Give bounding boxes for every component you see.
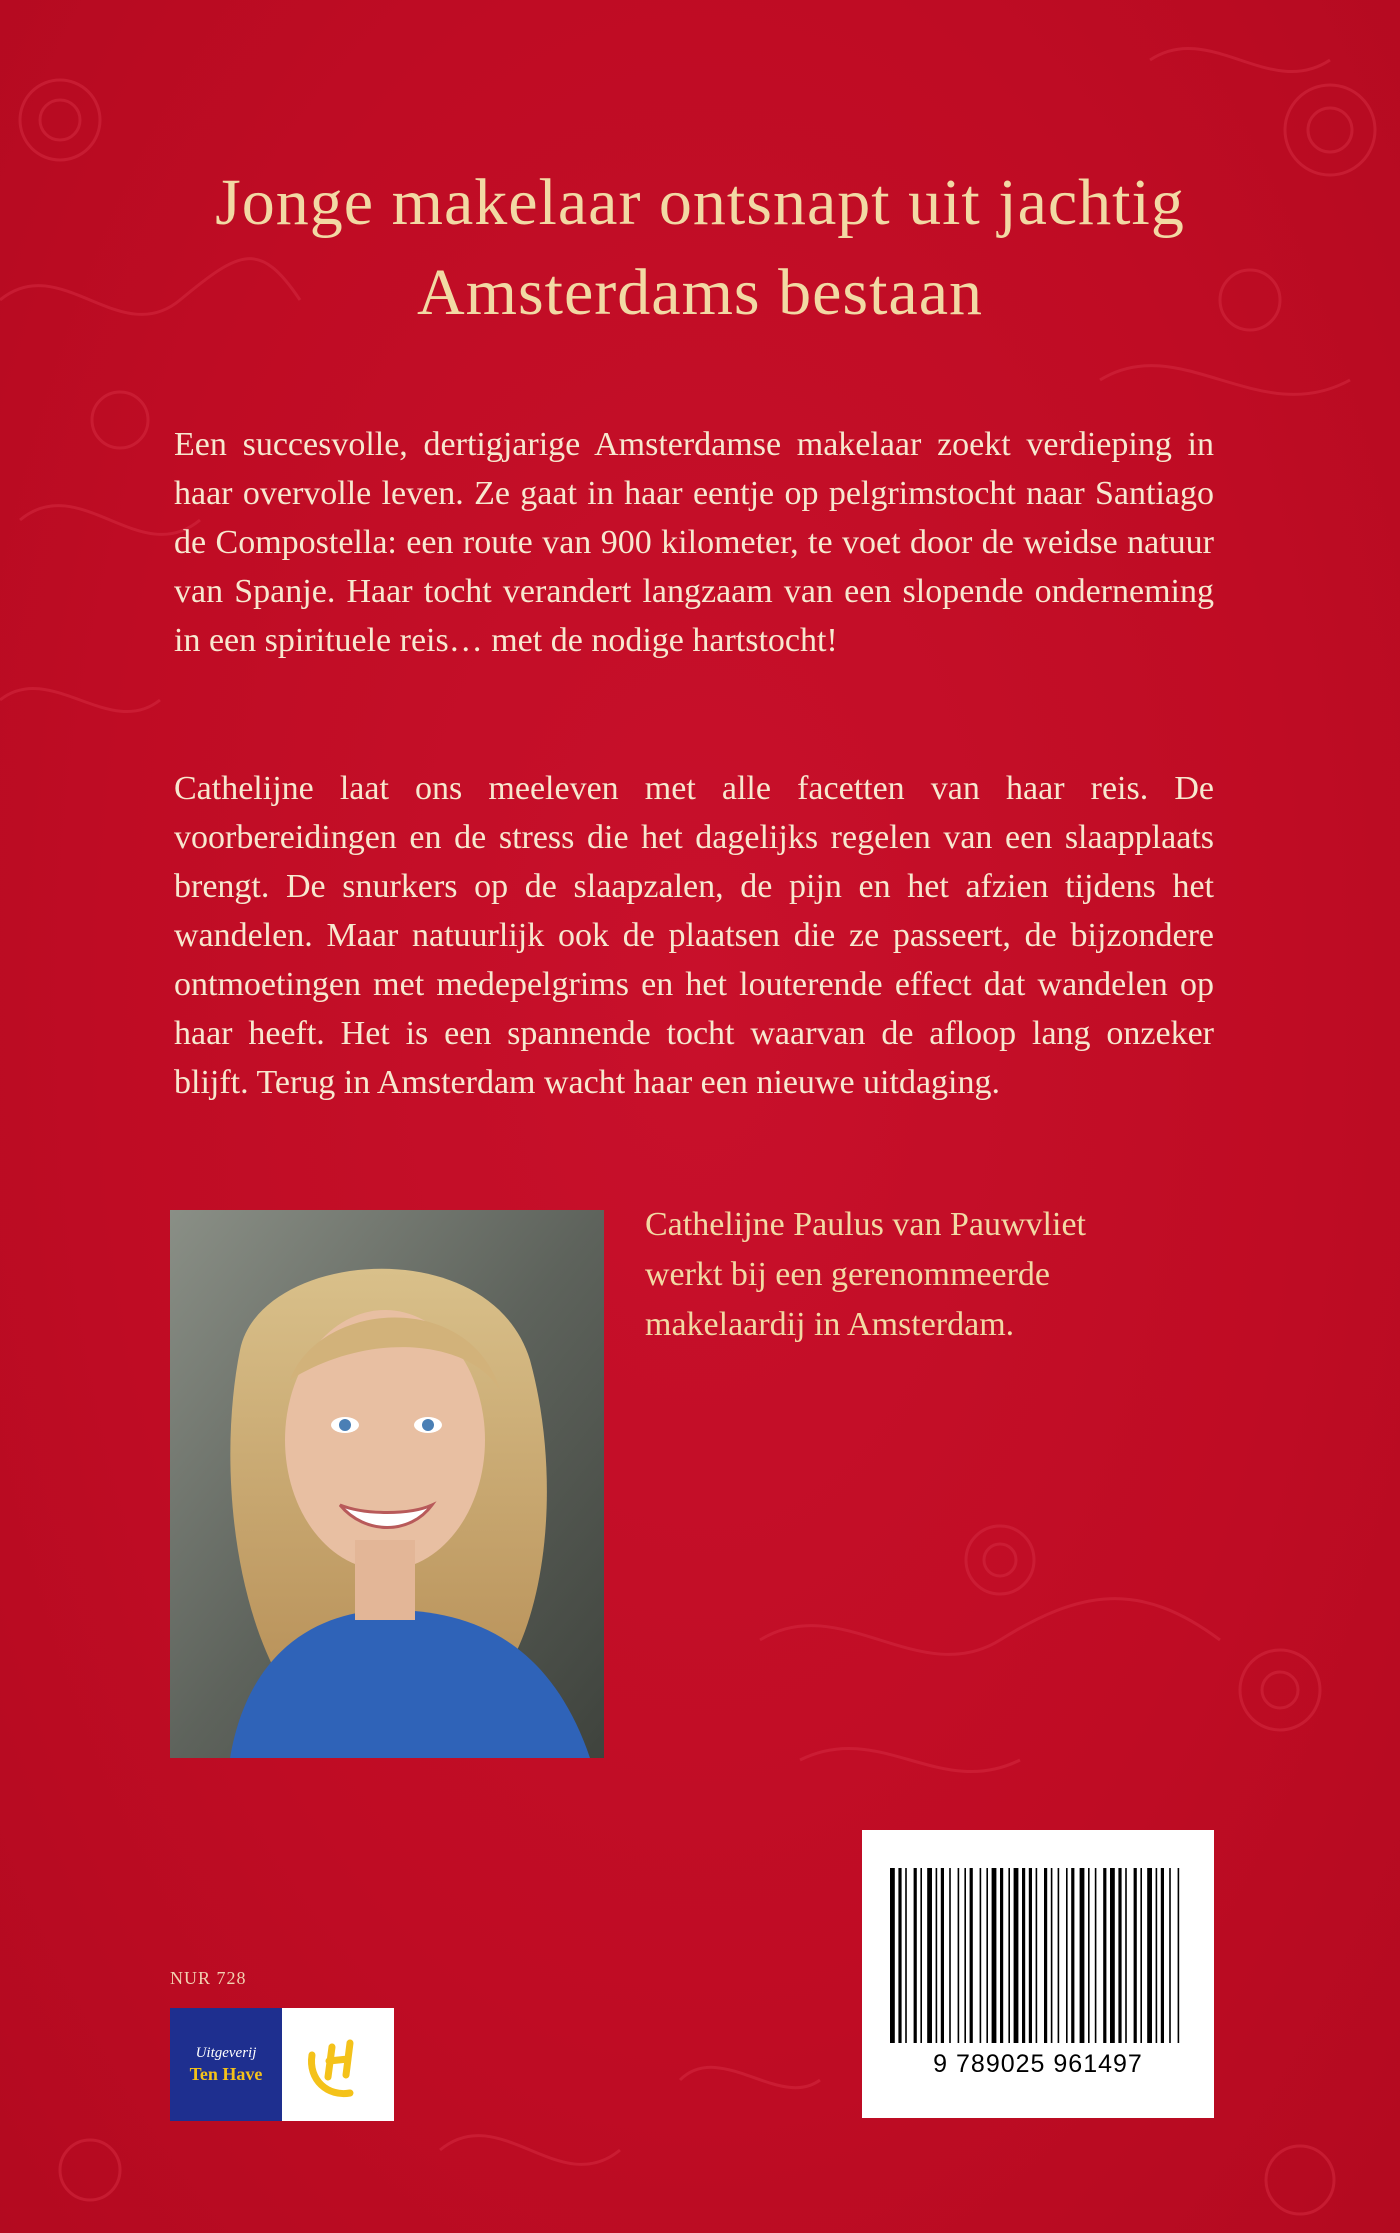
ten-have-h-icon [298,2025,378,2105]
publisher-logo [170,2008,394,2121]
publisher-name: Ten Have [189,2063,263,2084]
publisher-name-block [170,2008,282,2121]
isbn-barcode [862,1830,1214,2118]
book-tagline [0,158,1400,338]
author-bio-line-3: makelaardij in Amsterdam. [645,1306,1015,1343]
description-paragraph-1: Een succesvolle, dertigjarige Amsterdamse makelaar zoekt verdieping in haar overvolle leven. Ze gaat in haar eentje op pelgrimstocht naar Santiago de Compostella: een route van 900 kilometer, te voet door de weidse natuur van Spanje. Haar tocht verandert langzaam van een slopende onderneming in een spirituele reis… met de nodige hartstocht! [174,426,1214,659]
description-paragraph-2: Cathelijne laat ons meeleven met alle facetten van haar reis. De voorbereidingen en de stress die het dagelijks regelen van een slaapplaats brengt. De snurkers op de slaapzalen, de pijn en het afzien tijdens het wandelen. Maar natuurlijk ook de plaatsen die ze passeert, de bijzondere ontmoetingen met medepelgrims en het louterende effect dat wandelen op haar heeft. Het is een spannende tocht waarvan de afloop lang onzeker blijft. Terug in Amsterdam wacht haar een nieuwe uitdaging. [174,770,1214,1101]
author-bio-line-2: werkt bij een gerenommeerde [645,1256,1050,1293]
barcode-bars [888,1868,1188,2048]
author-bio [645,1200,1165,1350]
tagline-line-1: Jonge makelaar ontsnapt uit jachtig [215,166,1185,239]
tagline-line-2: Amsterdams bestaan [416,256,983,329]
isbn-number: 9 789025 961497 [933,2050,1143,2078]
publisher-label: Uitgeverij [195,2044,257,2061]
author-photo [170,1210,604,1758]
publisher-mark [282,2008,394,2121]
nur-code: NUR 728 [170,1968,247,1988]
author-bio-line-1: Cathelijne Paulus van Pauwvliet [645,1206,1086,1243]
